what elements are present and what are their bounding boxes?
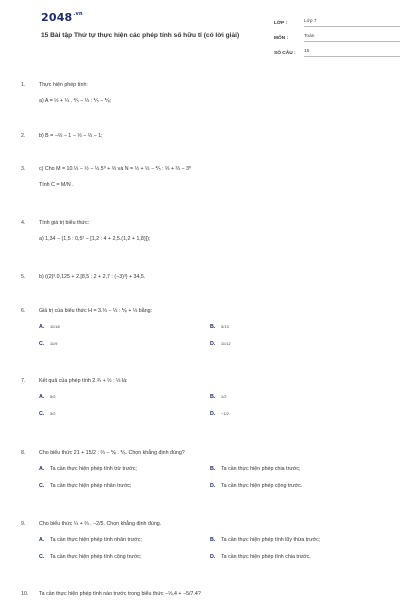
question-7 <box>21 378 381 418</box>
question-text: Giá trị của biểu thức H = 3.⅓ − ⅓ : ⅙ + ⅓ bằng: <box>39 308 153 314</box>
question-text: Cho biểu thức ¼ + ⅔ . −2/5. Chọn khẳng định đúng. <box>39 521 162 527</box>
question-subtext: a) A = ½ + ¼ . ⅘ − ⅓ : ⅕ − ⅙; <box>39 97 112 104</box>
meta-label: MÔN : <box>274 35 289 41</box>
option-text: Ta cần thực hiện phép tính trừ trước; <box>50 465 137 472</box>
option-text: 5/2 <box>50 394 56 399</box>
question-number: 5. <box>21 274 26 280</box>
option-letter: D. <box>210 340 216 347</box>
meta-value: Lớp 7 <box>304 19 400 27</box>
option-letter: B. <box>210 393 216 400</box>
question-4 <box>21 220 381 243</box>
logo-text: 2048 <box>41 11 73 24</box>
question-1 <box>21 82 381 105</box>
answer-options <box>21 466 381 490</box>
question-2 <box>21 133 381 140</box>
option-text: 3/13 <box>221 324 229 329</box>
logo-suffix: .vn <box>73 11 83 17</box>
option-c[interactable] <box>39 411 210 418</box>
answer-options <box>21 537 381 561</box>
option-a[interactable] <box>39 324 210 331</box>
option-letter: C. <box>39 482 45 489</box>
option-letter: D. <box>210 410 216 417</box>
option-b[interactable] <box>210 394 381 401</box>
question-6 <box>21 308 381 348</box>
option-d[interactable] <box>210 483 381 490</box>
option-letter: D. <box>210 482 216 489</box>
question-text: b) ((2)³.0,125 + 2.[8,5 : 2 + 2,7 : (−3)³) + 34,5. <box>39 274 146 280</box>
question-text: Cho biểu thức 21 + 15/2 : ⅔ − ⅙ . ⅙. Chọn khẳng định đúng? <box>39 450 185 456</box>
meta-info <box>274 16 400 61</box>
option-text: 1/2 <box>221 394 227 399</box>
question-3 <box>21 166 381 189</box>
option-letter: D. <box>210 553 216 560</box>
option-text: 11/9 <box>50 341 58 346</box>
option-c[interactable] <box>39 483 210 490</box>
document-title: 15 Bài tập Thứ tự thực hiện các phép tính số hữu tỉ (có lời giải) <box>41 32 240 39</box>
option-b[interactable] <box>210 466 381 473</box>
option-letter: A. <box>39 323 45 330</box>
option-letter: C. <box>39 410 45 417</box>
option-a[interactable] <box>39 466 210 473</box>
question-subtext: a) 1,34 − (1,5 : 0,5² − [1,2 : 4 + 2,5.(1,2 + 1,8)]); <box>39 235 151 242</box>
option-letter: A. <box>39 465 45 472</box>
option-text: 3/2 <box>50 411 56 416</box>
question-text: Tính giá trị biểu thức: <box>39 220 90 226</box>
question-text: Thực hiện phép tính: <box>39 82 88 88</box>
option-c[interactable] <box>39 554 210 561</box>
option-c[interactable] <box>39 341 210 348</box>
question-number: 6. <box>21 308 26 314</box>
option-text: Ta cần thực hiện phép chia trước; <box>221 465 301 472</box>
answer-options <box>21 324 381 348</box>
option-a[interactable] <box>39 537 210 544</box>
question-10 <box>21 591 381 598</box>
option-text: 11/18 <box>50 324 60 329</box>
question-text: c) Cho M = 10.⅓ − ½ − ⅓.5⁰ + ⅔ và N = ½ + ⅓ − ⅖ : ⅔ + ⅔ − 3⁰ <box>39 166 192 172</box>
question-number: 10. <box>21 591 29 597</box>
option-letter: B. <box>210 323 216 330</box>
header <box>20 0 380 70</box>
option-letter: B. <box>210 536 216 543</box>
option-letter: C. <box>39 340 45 347</box>
option-d[interactable] <box>210 554 381 561</box>
option-letter: B. <box>210 465 216 472</box>
option-text: Ta cần thực hiện phép nhân trước; <box>50 482 132 489</box>
question-number: 1. <box>21 82 26 88</box>
question-text: Ta cần thực hiện phép tính nào trước trong biểu thức −⅓.4 + −5/7.4? <box>39 591 201 597</box>
option-text: Ta cần thực hiện phép tính nhân trước; <box>50 536 142 543</box>
site-logo[interactable] <box>41 11 83 25</box>
option-b[interactable] <box>210 537 381 544</box>
option-text: Ta cần thực hiện phép tính cộng trước; <box>50 553 142 560</box>
question-5 <box>21 274 381 281</box>
question-number: 3. <box>21 166 26 172</box>
option-b[interactable] <box>210 324 381 331</box>
meta-value: Toán <box>304 34 400 42</box>
meta-value: 15 <box>304 49 400 57</box>
question-number: 7. <box>21 378 26 384</box>
meta-class <box>274 16 400 27</box>
question-number: 2. <box>21 133 26 139</box>
option-d[interactable] <box>210 341 381 348</box>
option-text: Ta cần thực hiện phép tính chia trước. <box>221 553 311 560</box>
option-a[interactable] <box>39 394 210 401</box>
question-number: 8. <box>21 450 26 456</box>
meta-count <box>274 46 400 57</box>
option-letter: A. <box>39 536 45 543</box>
option-text: −1/2 <box>221 411 229 416</box>
meta-label: LỚP : <box>274 20 288 26</box>
question-9 <box>21 521 381 561</box>
answer-options <box>21 394 381 418</box>
option-d[interactable] <box>210 411 381 418</box>
question-number: 4. <box>21 220 26 226</box>
question-subtext: Tính C = M/N . <box>39 181 74 188</box>
option-text: 11/12 <box>221 341 231 346</box>
question-text: b) B = −⅔ − 1 − ⅓ − ⅔ − 1; <box>39 133 103 139</box>
option-letter: A. <box>39 393 45 400</box>
option-text: Ta cần thực hiện phép cộng trước. <box>221 482 303 489</box>
question-text: Kết quả của phép tính 2.¾ + ½ : ⅓ là: <box>39 378 128 384</box>
question-number: 9. <box>21 521 26 527</box>
option-text: Ta cần thực hiện phép tính lũy thừa trước; <box>221 536 321 543</box>
option-letter: C. <box>39 553 45 560</box>
meta-label: SỐ CÂU : <box>274 50 296 56</box>
question-8 <box>21 450 381 490</box>
meta-subject <box>274 31 400 42</box>
